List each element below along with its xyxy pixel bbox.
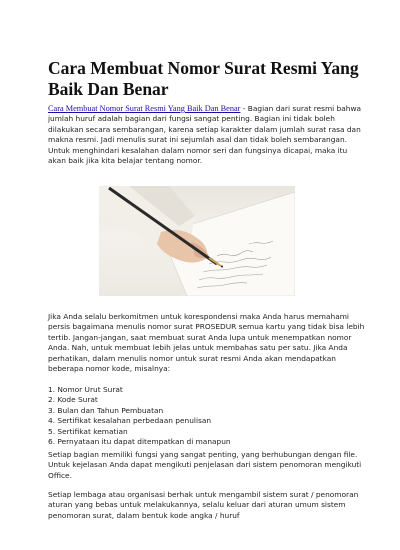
code-list [48,385,366,447]
paragraph-3: Setiap bagian memiliki fungsi yang sangat penting, yang berhubungan dengan file. Untuk kejelasan Anda dapat mengikuti penjelasan dari sistem penomoran mengikuti Office. [48,450,362,480]
paragraph-4: Setiap lembaga atau organisasi berhak untuk mengambil sistem surat / penomoran aturan yang bebas untuk melakukannya, selalu keluar dari aturan umum sistem penomoran surat, dalam bentuk kode angka / huruf [48,490,359,520]
list-item: 5. Sertifikat kematian [48,426,128,436]
list-item: 2. Kode Surat [48,395,98,405]
writing-hand-photo [99,186,295,296]
page-title: Cara Membuat Nomor Surat Resmi Yang Baik Dan Benar [48,58,359,99]
intro-paragraph [48,104,366,166]
intro-text: - Bagian dari surat resmi bahwa jumlah huruf adalah bagian dari fungsi sangat penting. Bagian ini tidak boleh dilakukan secara sembarangan, karena setiap karakter dalam jumlah surat rasa dan makna resmi. Jadi menulis surat ini sejumlah asal dan tidak boleh sembarangan. Untuk menghindari kesalahan dalam nomor seri dan fungsinya dicapai, maka itu akan baik jika kita belajar tentang nomor. [48,104,362,166]
list-item: 6. Pernyataan itu dapat ditempatkan di manapun [48,437,231,447]
list-item: 4. Sertifikat kesalahan perbedaan penulisan [48,416,212,426]
title-link[interactable]: Cara Membuat Nomor Surat Resmi Yang Baik Dan Benar [48,104,241,113]
list-item: 3. Bulan dan Tahun Pembuatan [48,405,164,415]
paragraph-2: Jika Anda selalu berkomitmen untuk korespondensi maka Anda harus memahami persis bagaimana menulis nomor surat PROSEDUR semua kartu yang tidak bisa lebih tertib. Jangan-jangan, saat membuat surat Anda lupa untuk menempatkan nomor Anda. Nah, untuk membuat lebih jelas untuk membahas satu per satu. Jika Anda perhatikan, dalam menulis nomor untuk surat resmi Anda akan mendapatkan beberapa nomor kode, misalnya: [48,312,365,374]
list-item: 1. Nomor Urut Surat [48,385,123,394]
writing-hand-illustration [99,186,295,296]
